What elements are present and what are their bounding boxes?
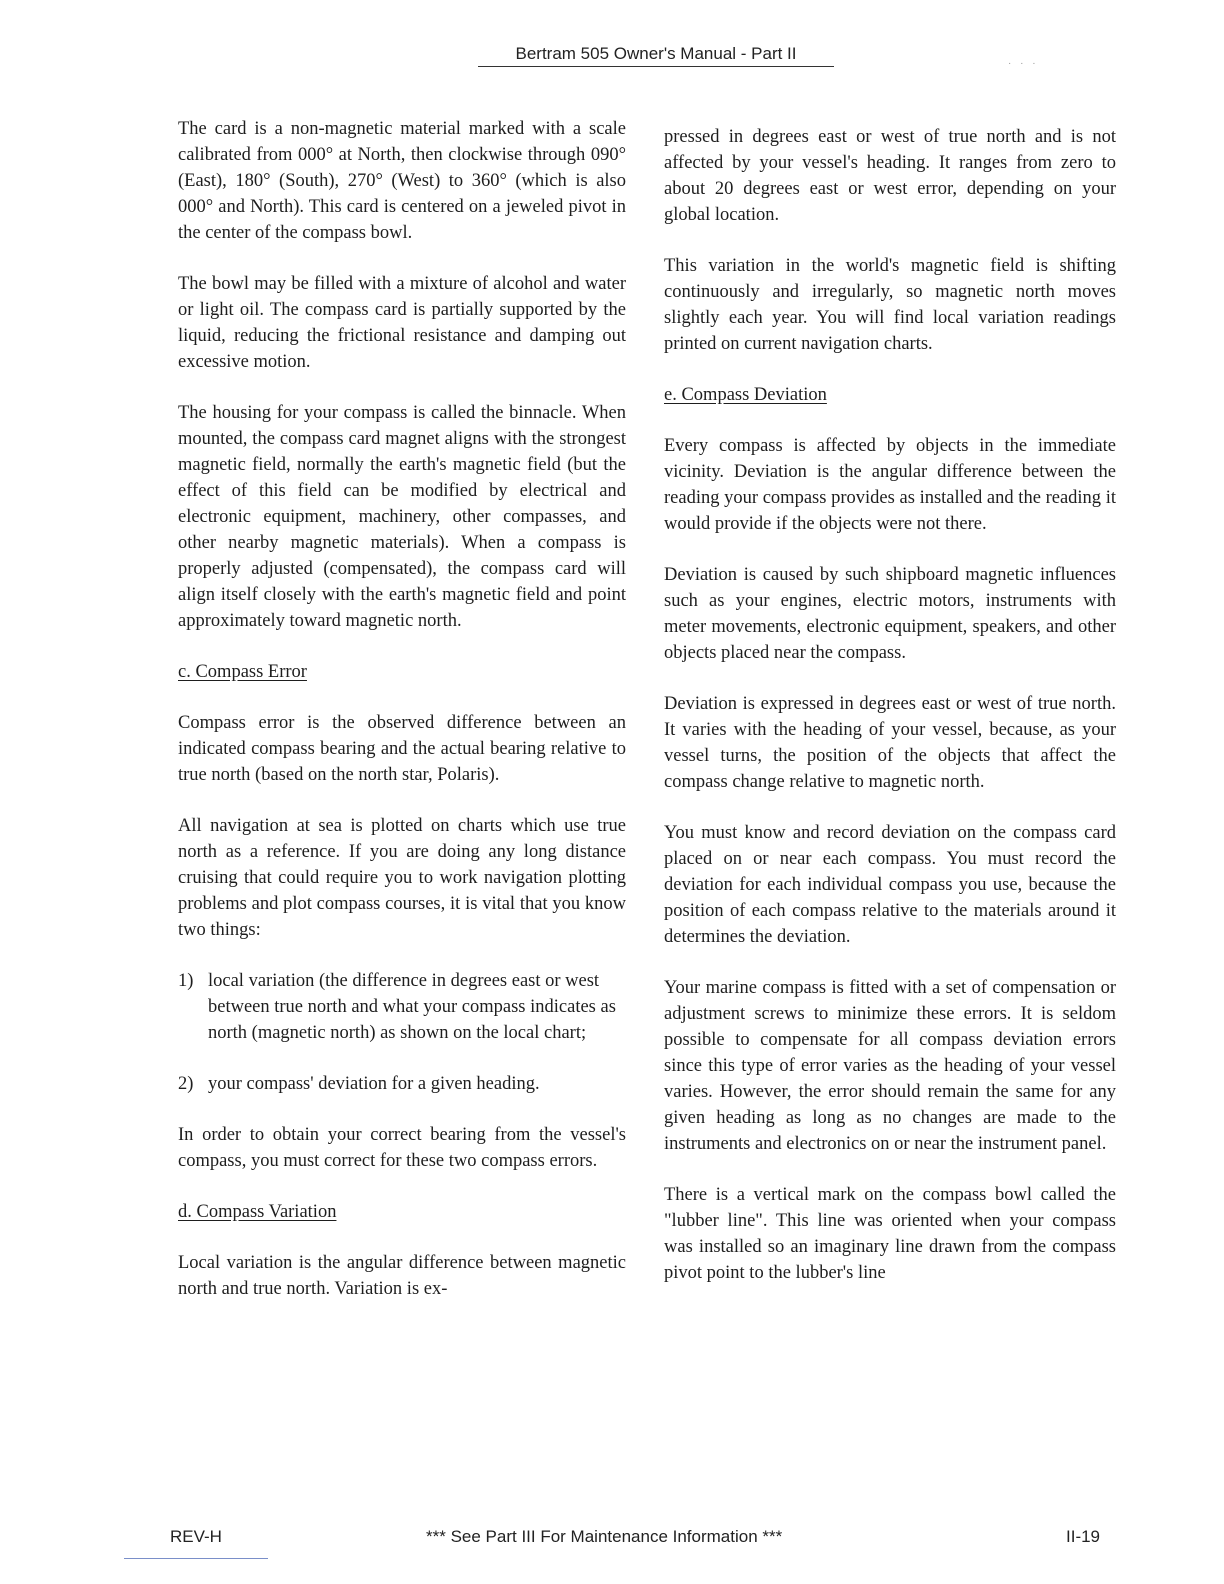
- paragraph: Compass error is the observed difference between an indicated compass bearing and the actual bearing relative to true north (based on the north star, Polaris).: [178, 713, 626, 785]
- page-header: Bertram 505 Owner's Manual - Part II: [478, 44, 834, 67]
- footer-rule: [124, 1558, 268, 1559]
- list-number: 1): [178, 971, 194, 991]
- maintenance-note: *** See Part III For Maintenance Information ***: [426, 1527, 783, 1546]
- paragraph: Your marine compass is fitted with a set of compensation or adjustment screws to minimize these errors. It is seldom possible to compensate for all compass deviation errors since this type of error varies as the heading of your vessel varies. However, the error should remain the same for any given heading as long as no changes are made to the instruments and electronics on or near the instrument panel.: [664, 978, 1116, 1154]
- paragraph: Local variation is the angular difference between magnetic north and true north. Variation is ex-: [178, 1253, 626, 1299]
- right-column: [664, 124, 1116, 1311]
- paragraph: All navigation at sea is plotted on charts which use true north as a reference. If you are doing any long distance cruising that could require you to work navigation plotting problems and plot compass courses, it is vital that you know two things:: [178, 816, 626, 940]
- paragraph: In order to obtain your correct bearing from the vessel's compass, you must correct for these two compass errors.: [178, 1125, 626, 1171]
- paragraph: pressed in degrees east or west of true north and is not affected by your vessel's heading. It ranges from zero to about 20 degrees east or west error, depending on your global location.: [664, 127, 1116, 225]
- list-text: your compass' deviation for a given heading.: [208, 1074, 540, 1094]
- paragraph: The bowl may be filled with a mixture of alcohol and water or light oil. The compass card is partially supported by the liquid, reducing the frictional resistance and damping out excessive motion.: [178, 274, 626, 372]
- list-item: [178, 968, 626, 1046]
- paragraph: Deviation is caused by such shipboard magnetic influences such as your engines, electric motors, instruments with meter movements, electronic equipment, speakers, and other objects placed near the compass.: [664, 565, 1116, 663]
- paragraph: The housing for your compass is called the binnacle. When mounted, the compass card magnet aligns with the strongest magnetic field, normally the earth's magnetic field (but the effect of this field can be modified by electrical and electronic equipment, machinery, other compasses, and other nearby magnetic materials). When a compass is properly adjusted (compensated), the compass card will align itself closely with the earth's magnetic field and point approximately toward magnetic north.: [178, 403, 626, 631]
- list-item: [178, 1071, 626, 1097]
- list-number: 2): [178, 1074, 194, 1094]
- paragraph: This variation in the world's magnetic field is shifting continuously and irregularly, so magnetic north moves slightly each year. You will find local variation readings printed on current navigation charts.: [664, 256, 1116, 354]
- section-heading-compass-error: c. Compass Error: [178, 662, 307, 682]
- page-number: II-19: [1066, 1527, 1101, 1546]
- paragraph: There is a vertical mark on the compass bowl called the "lubber line". This line was oriented when your compass was installed so an imaginary line drawn from the compass pivot point to the lubber's line: [664, 1185, 1116, 1283]
- scan-marks: · · ·: [1008, 58, 1039, 69]
- numbered-list: [178, 968, 626, 1097]
- left-column: [178, 116, 626, 1327]
- paragraph: Deviation is expressed in degrees east or west of true north. It varies with the heading of your vessel, because, as your vessel turns, the position of the objects that affect the compass change relative to magnetic north.: [664, 694, 1116, 792]
- section-heading-compass-deviation: e. Compass Deviation: [664, 385, 827, 405]
- paragraph: Every compass is affected by objects in the immediate vicinity. Deviation is the angular difference between the reading your compass provides as installed and the reading it would provide if the objects were not there.: [664, 436, 1116, 534]
- list-text: local variation (the difference in degrees east or west between true north and what your compass indicates as north (magnetic north) as shown on the local chart;: [208, 971, 616, 1043]
- paragraph: You must know and record deviation on the compass card placed on or near each compass. You must record the deviation for each individual compass you use, because the position of each compass relative to the materials around it determines the deviation.: [664, 823, 1116, 947]
- paragraph: The card is a non-magnetic material marked with a scale calibrated from 000° at North, then clockwise through 090° (East), 180° (South), 270° (West) to 360° (which is also 000° and North). This card is centered on a jeweled pivot in the center of the compass bowl.: [178, 119, 626, 243]
- revision-label: REV-H: [170, 1527, 222, 1546]
- section-heading-compass-variation: d. Compass Variation: [178, 1202, 337, 1222]
